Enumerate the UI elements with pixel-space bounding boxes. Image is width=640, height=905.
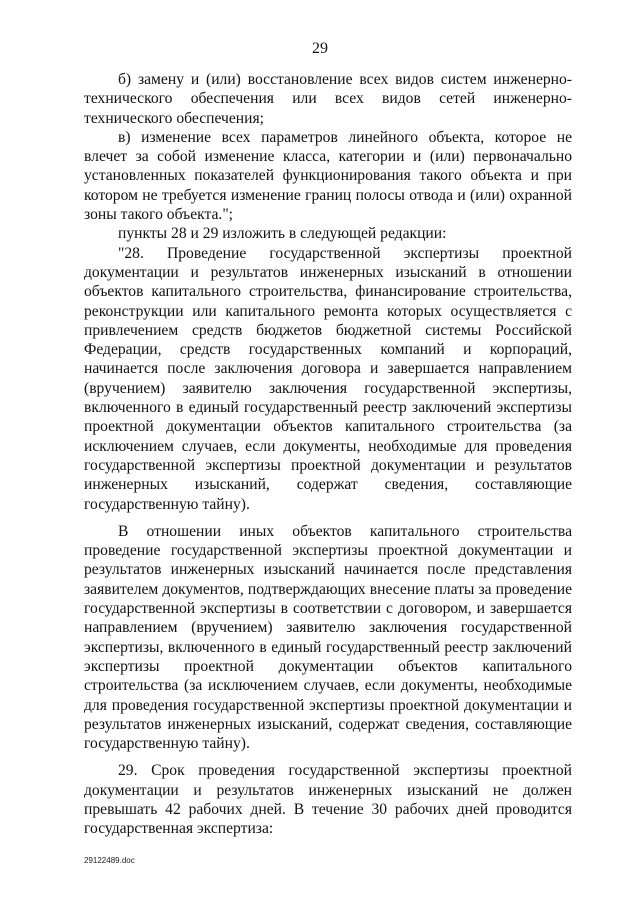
document-body	[84, 70, 572, 839]
paragraph-clause-28: "28. Проведение государственной экспертизы проектной документации и результатов инженерных изысканий в отношении объектов капитального строительства, финансирование строительства, реконструкции или капитального ремонта которых осуществляется с привлечением средств бюджетов бюджетной системы Российской Федерации, средств государственных компаний и корпораций, начинается после заключения договора и завершается направлением (вручением) заявителю заключения государственной экспертизы, включенного в единый государственный реестр заключений экспертизы проектной документации объектов капитального строительства (за исключением случаев, если документы, необходимые для проведения государственной экспертизы проектной документации и результатов инженерных изысканий, содержат сведения, составляющие государственную тайну).	[84, 244, 572, 513]
paragraph-clause-28-other-objects: В отношении иных объектов капитального строительства проведение государственной экспертизы проектной документации и результатов инженерных изысканий начинается после представления заявителем документов, подтверждающих внесение платы за проведение государственной экспертизы в соответствии с договором, и завершается направлением (вручением) заявителю заключения государственной экспертизы, включенного в единый государственный реестр заключений экспертизы проектной документации объектов капитального строительства (за исключением случаев, если документы, необходимые для проведения государственной экспертизы проектной документации и результатов инженерных изысканий, содержат сведения, составляющие государственную тайну).	[84, 522, 572, 753]
paragraph-clause-29: 29. Срок проведения государственной экспертизы проектной документации и результатов инженерных изысканий не должен превышать 42 рабочих дней. В течение 30 рабочих дней проводится государственная экспертиза:	[84, 762, 572, 838]
paragraph-item-b: б) замену и (или) восстановление всех видов систем инженерно-технического обеспечения или всех видов сетей инженерно-технического обеспечения;	[84, 71, 572, 127]
paragraph-amendment-intro: пункты 28 и 29 изложить в следующей редакции:	[118, 225, 447, 243]
paragraph-item-v: в) изменение всех параметров линейного объекта, которое не влечет за собой изменение класса, категории и (или) первоначально установленных показателей функционирования такого объекта и при котором не требуется изменение границ полосы отвода и (или) охранной зоны такого объекта.";	[84, 128, 572, 224]
footer-filename: 29122489.doc	[84, 856, 135, 865]
page-number: 29	[312, 40, 328, 57]
